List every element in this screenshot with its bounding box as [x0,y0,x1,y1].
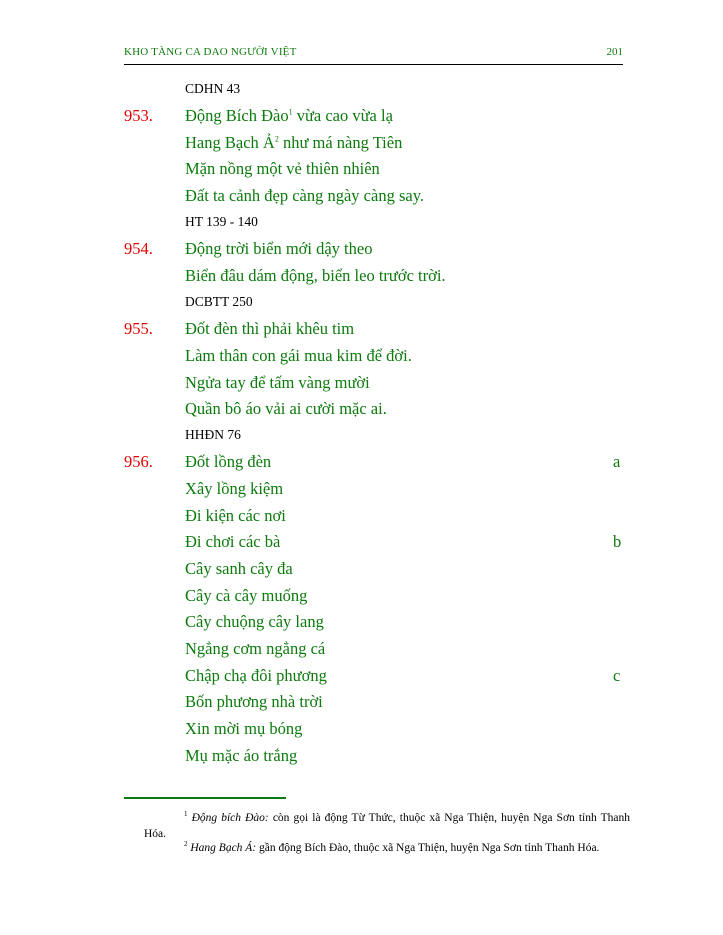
verse-line: Biển đâu dám động, biển leo trước trời. [185,266,446,285]
entry-number: 955. [124,319,153,338]
source-ref: HHĐN 76 [185,427,241,442]
entry-number: 956. [124,452,153,471]
verse-line: Đất ta cảnh đẹp càng ngày càng say. [185,186,424,205]
verse-line [185,106,393,126]
verse-line: Cây chuộng cây lang [185,612,324,631]
footnote-text: còn gọi là động Từ Thức, thuộc xã Nga Thiện, huyện Nga Sơn tỉnh Thanh Hóa. [144,812,630,840]
verse-line: Mụ mặc áo trắng [185,746,298,765]
footnote-ref: 1 [288,107,293,117]
verse-text: Hang Bạch Ả [185,133,275,152]
verse-line: Bốn phương nhà trời [185,692,323,711]
book-title: KHO TÀNG CA DAO NGƯỜI VIỆT [124,46,297,58]
source-ref: CDHN 43 [185,81,241,96]
verse-line: Đi kiện các nơi [185,506,286,525]
footnote-number: 1 [184,810,188,819]
footnote-number: 2 [184,840,188,849]
stanza-mark: b [613,532,622,551]
footnote [144,810,630,842]
verse-line [185,133,402,153]
footnote-term: Động bích Đào: [191,812,269,824]
source-ref: HT 139 - 140 [185,214,258,229]
verse-text: như má nàng Tiên [278,133,403,152]
verse-line: Đốt lồng đèn [185,452,272,471]
source-ref: DCBTT 250 [185,294,253,309]
verse-line: Xây lồng kiệm [185,479,284,498]
verse-line: Cây sanh cây đa [185,559,293,578]
verse-line: Quần bô áo vải ai cười mặc ai. [185,399,387,418]
footnote-term: Hang Bạch Á: [190,842,257,854]
page-number: 201 [606,46,623,58]
verse-line: Cây cà cây muống [185,586,308,605]
verse-line: Ngẳng cơm ngẳng cá [185,639,326,658]
verse-line: Đốt đèn thì phải khêu tim [185,319,355,338]
verse-line: Động trời biển mới dậy theo [185,239,373,258]
stanza-mark: a [613,452,621,471]
verse-line: Xin mời mụ bóng [185,719,303,738]
entry-number: 954. [124,239,153,258]
verse-line: Làm thân con gái mua kim để đời. [185,346,412,365]
verse-line: Mặn nồng một vẻ thiên nhiên [185,159,380,178]
verse-line: Chập chạ đôi phương [185,666,327,685]
page-header [124,44,623,65]
verse-text: Động Bích Đào [185,106,289,125]
footnote [144,840,630,856]
footnote-separator [124,797,286,799]
footnote-ref: 2 [274,134,279,144]
verse-line: Đi chơi các bà [185,532,281,551]
entry-number: 953. [124,106,153,125]
footnote-text: gần động Bích Đào, thuộc xã Nga Thiện, huyện Nga Sơn tỉnh Thanh Hóa. [256,842,600,854]
stanza-mark: c [613,666,621,685]
verse-text: vừa cao vừa lạ [292,106,393,125]
verse-line: Ngửa tay để tấm vàng mười [185,373,370,392]
